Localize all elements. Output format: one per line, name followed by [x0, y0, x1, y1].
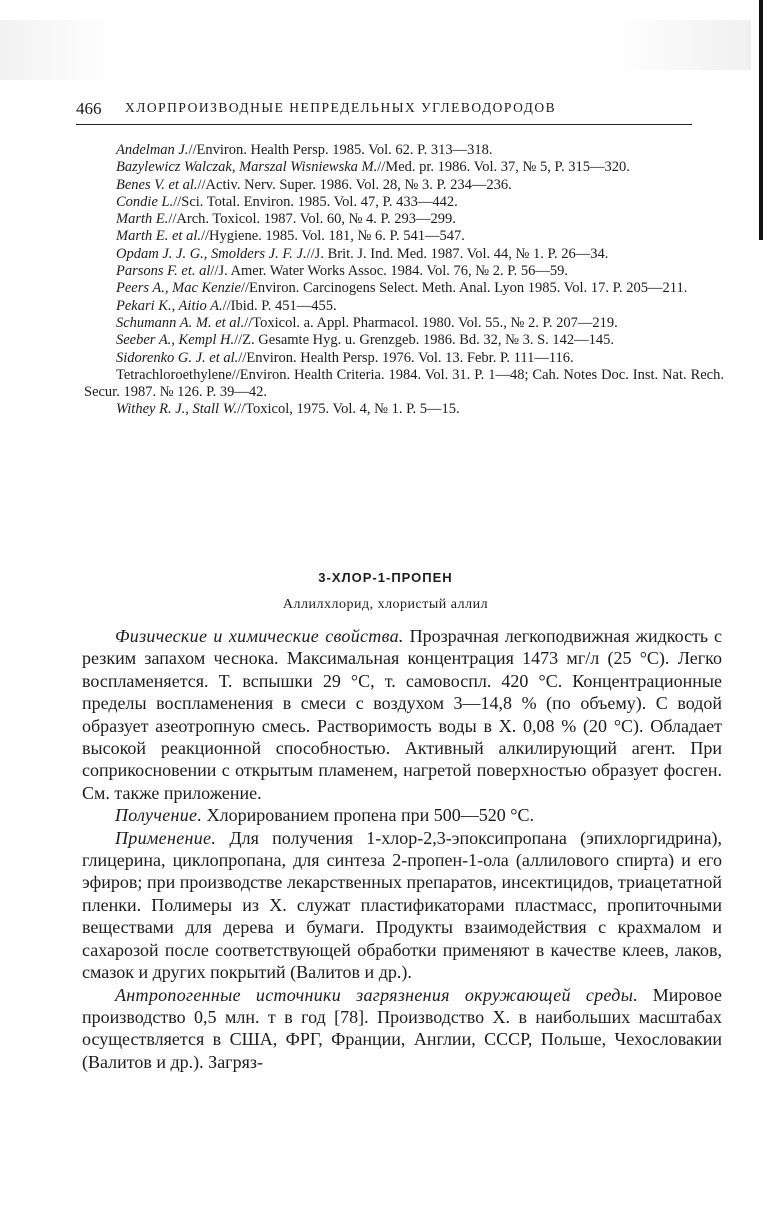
- reference-source: //Z. Gesamte Hyg. u. Grenzgeb. 1986. Bd. 32, № 3. S. 142—145.: [234, 332, 615, 349]
- reference-source: //J. Amer. Water Works Assoc. 1984. Vol. 76, № 2. P. 56—59.: [210, 263, 569, 280]
- body-paragraph: [82, 625, 722, 804]
- reference-source: //Arch. Toxicol. 1987. Vol. 60, № 4. P. 293—299.: [168, 211, 456, 228]
- paragraph-heading: Физические и химические свойства.: [115, 626, 404, 646]
- reference-item: [84, 246, 724, 263]
- paragraph-heading: Антропогенные источники загрязнения окружающей среды.: [115, 984, 639, 1005]
- paragraph-text: Прозрачная легкоподвижная жидкость с резким запахом чеснока. Максимальная концентрация 1473 мг/л (25 °С). Легко воспламеняется. Т. вспышки 29 °С, т. самовоспл. 420 °С. Концентрационные пределы воспламенения в смеси с воздухом 3—14,8 % (по объему). С водой образует азеотропную смесь. Растворимость воды в X. 0,08 % (20 °С). Обладает высокой реакционной способностью. Активный алкилирующий агент. При соприкосновении с открытым пламенем, нагретой поверхностью образует фосген. См. также приложение.: [82, 626, 722, 803]
- paragraph-heading: Получение.: [115, 805, 203, 826]
- reference-author: Parsons F. et. al: [116, 263, 211, 280]
- reference-author: Pekari K., Aitio A.: [116, 297, 223, 314]
- reference-author: Seeber A., Kempl H.: [116, 332, 235, 349]
- reference-author: Marth E.: [116, 211, 169, 228]
- reference-source: //Toxicol. a. Appl. Pharmacol. 1980. Vol. 55., № 2. P. 207—219.: [244, 314, 618, 331]
- running-title: ХЛОРПРОИЗВОДНЫЕ НЕПРЕДЕЛЬНЫХ УГЛЕВОДОРОДОВ: [125, 100, 557, 115]
- reference-author: Opdam J. J. G., Smolders J. F. J.: [116, 245, 307, 262]
- reference-source: //J. Brit. J. Ind. Med. 1987. Vol. 44, № 1. P. 26—34.: [306, 245, 609, 262]
- reference-item: [84, 367, 724, 402]
- page-edge: [759, 0, 763, 240]
- reference-list: [84, 142, 724, 419]
- reference-author: Sidorenko G. J. et al.: [116, 349, 239, 366]
- body-paragraph: [82, 827, 722, 984]
- reference-source: //Ibid. P. 451—455.: [222, 297, 337, 314]
- reference-item: [84, 315, 724, 332]
- reference-item: [84, 177, 724, 194]
- reference-source: //Environ. Health Persp. 1985. Vol. 62. P. 313—318.: [188, 142, 493, 158]
- reference-author: Benes V. et al.: [116, 176, 198, 193]
- reference-source: //Environ. Health Persp. 1976. Vol. 13. Febr. P. 111—116.: [238, 349, 574, 366]
- section-title: 3-ХЛОР-1-ПРОПЕН: [318, 570, 453, 585]
- reference-author: Schumann A. M. et al.: [116, 314, 245, 331]
- section-subtitle: Аллилхлорид, хлористый аллил: [282, 597, 489, 612]
- reference-author: Bazylewicz Walczak, Marszal Wisniewska M.: [116, 159, 378, 176]
- reference-item: [84, 211, 724, 228]
- reference-source: //Environ. Carcinogens Select. Meth. Anal. Lyon 1985. Vol. 17. P. 205—211.: [240, 280, 688, 297]
- reference-item: [84, 159, 724, 176]
- scan-shadow: [0, 20, 120, 80]
- reference-source: //Sci. Total. Environ. 1985. Vol. 47, P. 433—442.: [173, 193, 458, 210]
- reference-source: //Med. pr. 1986. Vol. 37, № 5, P. 315—320.: [377, 159, 630, 176]
- reference-author: Marth E. et al.: [116, 228, 201, 245]
- reference-item: [84, 142, 724, 159]
- reference-author: Peers A., Mac Kenzie: [116, 280, 241, 297]
- reference-source: //Activ. Nerv. Super. 1986. Vol. 28, № 3. P. 234—236.: [197, 176, 512, 193]
- reference-item: [84, 401, 724, 418]
- header-rule: [76, 124, 692, 125]
- reference-author: Withey R. J., Stall W.: [116, 401, 238, 418]
- body-text: [82, 625, 722, 1073]
- reference-item: [84, 228, 724, 245]
- reference-item: [84, 280, 724, 297]
- reference-author: Condie L.: [116, 193, 174, 210]
- reference-item: [84, 194, 724, 211]
- reference-source: Tetrachloroethylene//Environ. Health Criteria. 1984. Vol. 31. P. 1—48; Cah. Notes Doc. Inst. Nat. Rech. Secur. 1987. № 126. P. 39—42.: [84, 366, 724, 401]
- page-number: 466: [76, 99, 102, 118]
- body-paragraph: [82, 804, 722, 826]
- reference-item: [84, 332, 724, 349]
- scan-shadow: [611, 20, 751, 70]
- body-paragraph: [82, 984, 722, 1074]
- reference-source: //Hygiene. 1985. Vol. 181, № 6. P. 541—547.: [200, 228, 465, 245]
- reference-item: [84, 350, 724, 367]
- paragraph-heading: Применение.: [115, 827, 217, 848]
- reference-item: [84, 263, 724, 280]
- reference-item: [84, 298, 724, 315]
- paragraph-text: Хлорированием пропена при 500—520 °С.: [202, 805, 535, 826]
- page-header: [76, 99, 696, 121]
- paragraph-text: Для получения 1-хлор-2,3-эпоксипропана (эпихлоргидрина), глицерина, циклопропана, для синтеза 2-пропен-1-ола (аллилового спирта) и его эфиров; при производстве лекарственных препаратов, инсектицидов, триацетатной пленки. Полимеры из X. служат пластификаторами пластмасс, пропиточными веществами для дерева и бумаги. Продукты взаимодействия с крахмалом и сахарозой после соответствующей обработки применяют в качестве клеев, лаков, смазок и других покрытий (Валитов и др.).: [82, 827, 722, 983]
- reference-source: //Toxicol, 1975. Vol. 4, № 1. P. 5—15.: [237, 401, 460, 418]
- reference-author: Andelman J.: [116, 142, 189, 158]
- paragraph-text: Мировое производство 0,5 млн. т в год [78]. Производство X. в наибольших масштабах осуществляется в США, ФРГ, Франции, Англии, СССР, Польше, Чехословакии (Валитов и др.). Загряз-: [82, 984, 722, 1072]
